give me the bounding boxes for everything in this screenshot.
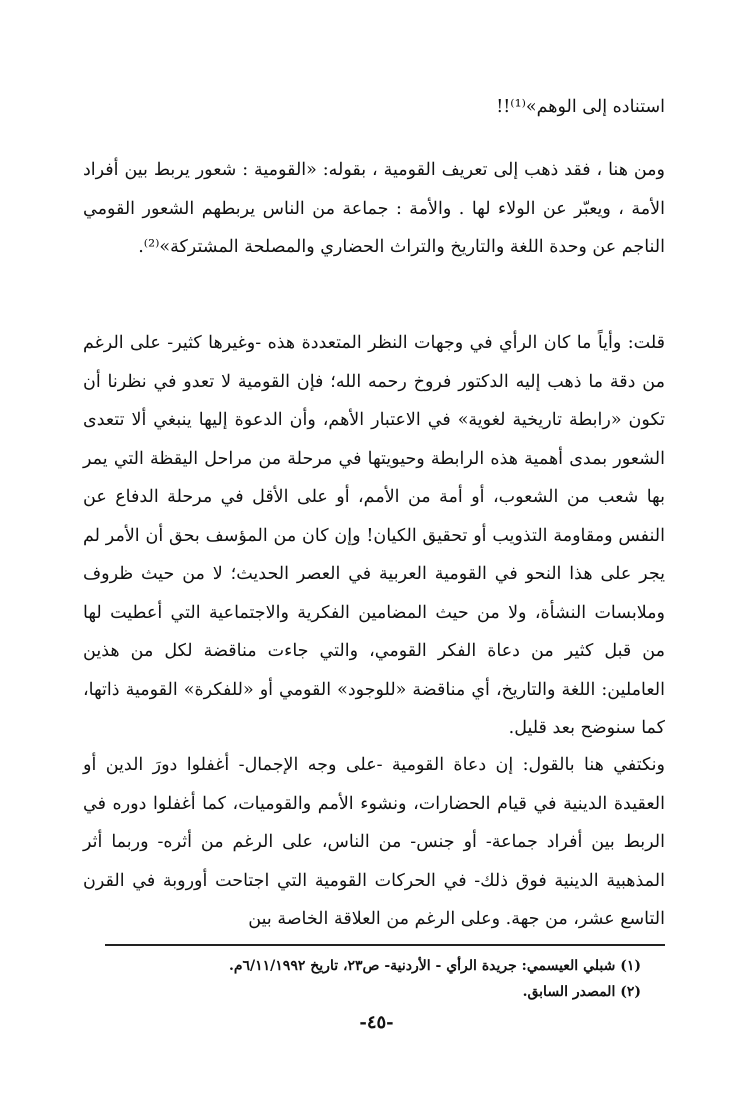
paragraph-nationalism-definition: ومن هنا ، فقد ذهب إلى تعريف القومية ، بقوله: «القومية : شعور يربط بين أفراد الأمة ، ويعبّر عن الولاء لها . والأمة : جماعة من الناس يربطهم الشعور القومي الناجم عن وحدة اللغة والتاريخ والتراث الحضاري والمصلحة المشتركة»⁽²⁾. bbox=[83, 160, 665, 257]
page-number: -٤٥- bbox=[359, 1012, 394, 1033]
paragraph-religion-role: ونكتفي هنا بالقول: إن دعاة القومية -على وجه الإجمال- أغفلوا دورَ الدين أو العقيدة الدينية في قيام الحضارات، ونشوء الأمم والقوميات، كما أغفلوا دوره في الربط بين أفراد جماعة- أو جنس- من الناس، على الرغم من أثره- وربما أثر المذهبية الدينية فوق ذلك- في الحركات القومية التي اجتاحت أوروبة في القرن التاسع عشر، من جهة. وعلى الرغم من العلاقة الخاصة بين bbox=[83, 755, 665, 929]
footnote-separator bbox=[105, 944, 665, 946]
footnotes bbox=[101, 953, 641, 1005]
footnote-1: (١) شبلي العيسمي: جريدة الرأي - الأردنية- ص٢٣، تاريخ ٦/١١/١٩٩٢م. bbox=[228, 958, 641, 974]
footnote-2: (٢) المصدر السابق. bbox=[522, 984, 641, 1000]
paragraph-quote-end: استناده إلى الوهم»⁽¹⁾!! bbox=[496, 97, 665, 117]
paragraph-author-opinion: قلت: وأياً ما كان الرأي في وجهات النظر المتعددة هذه -وغيرها كثير- على الرغم من دقة ما ذهب إليه الدكتور فروخ رحمه الله؛ فإن القومية لا تعدو في نظرنا أن تكون «رابطة تاريخية لغوية» في الاعتبار الأهم، وأن الدعوة إليها ينبغي ألا تتعدى الشعور بمدى أهمية هذه الرابطة وحيويتها في مرحلة من مراحل اليقظة التي يمر بها شعب من الشعوب، أو أمة من الأمم، أو على الأقل في مرحلة الدفاع عن النفس ومقاومة التذويب أو تحقيق الكيان! وإن كان من المؤسف بحق أن الأمر لم يجر على هذا النحو في القومية العربية في العصر الحديث؛ لا من حيث ظروف وملابسات النشأة، ولا من حيث المضامين الفكرية والاجتماعية التي أعطيت لها من قبل كثير من دعاة الفكر القومي، والتي جاءت مناقضة لكل من هذين العاملين: اللغة والتاريخ، أي مناقضة «للوجود» القومي أو «للفكرة» القومية ذاتها، كما سنوضح بعد قليل. bbox=[83, 333, 665, 738]
